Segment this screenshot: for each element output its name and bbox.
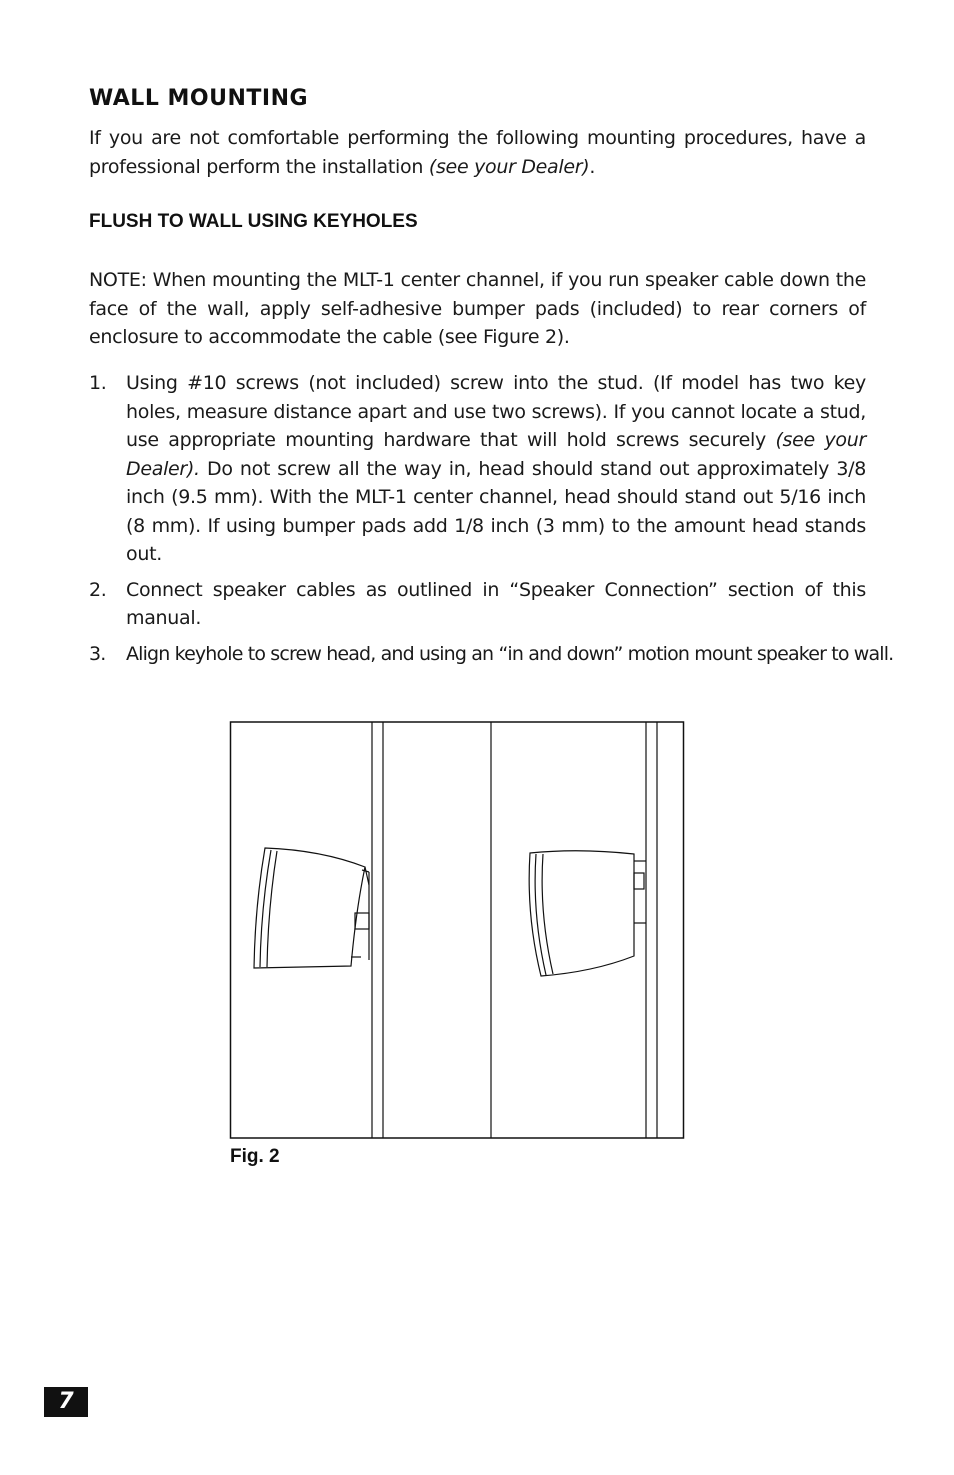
speaker-flush-mount <box>529 851 646 976</box>
step-number: 2. <box>89 578 107 601</box>
step-number: 3. <box>89 642 106 665</box>
figure-frame <box>231 722 684 1138</box>
intro-end: . <box>589 155 596 178</box>
step-text-continued: Do not screw all the way in, head should stand out approximately 3/8 inch (9.5 mm). With the MLT-1 center channel, head should stand out 5/16 inch (8 mm). If using bumper pads add 1/8 inch (3 mm) to the amount head stands out. <box>126 457 866 565</box>
page-number: 7 <box>44 1387 88 1417</box>
step-1 <box>89 369 866 569</box>
step-text: Connect speaker cables as outlined in “Speaker Connection” section of this manual. <box>126 578 866 629</box>
intro-text: If you are not comfortable performing the following mounting procedures, have a professional perform the installation <box>89 127 866 178</box>
step-2 <box>89 576 866 633</box>
section-heading: WALL MOUNTING <box>89 86 309 111</box>
subsection-heading: FLUSH TO WALL USING KEYHOLES <box>89 211 418 232</box>
step-number: 1. <box>89 372 107 394</box>
step-dealer-note: (see your Dealer). <box>126 429 866 480</box>
step-text: Using #10 screws (not included) screw into the stud. (If model has two key holes, measure distance apart and use two screws). If you cannot locate a stud, use appropriate mounting hardware that will hold screws securely <box>126 372 866 451</box>
figure-caption: Fig. 2 <box>230 1146 280 1167</box>
note-paragraph: NOTE: When mounting the MLT-1 center channel, if you run speaker cable down the face of the wall, apply self-adhesive bumper pads (included) to rear corners of enclosure to accommodate the cable (see Figure 2). <box>89 269 866 348</box>
keyhole-screw <box>634 873 644 889</box>
speaker-with-bumper-pads <box>254 848 369 968</box>
step-text: Align keyhole to screw head, and using an “in and down” motion mount speaker to wall. <box>126 642 894 665</box>
intro-paragraph <box>89 124 866 181</box>
intro-dealer-note: (see your Dealer) <box>428 155 590 178</box>
step-3 <box>89 640 894 669</box>
figure-2-illustration <box>229 720 687 1142</box>
instruction-steps <box>89 369 894 668</box>
